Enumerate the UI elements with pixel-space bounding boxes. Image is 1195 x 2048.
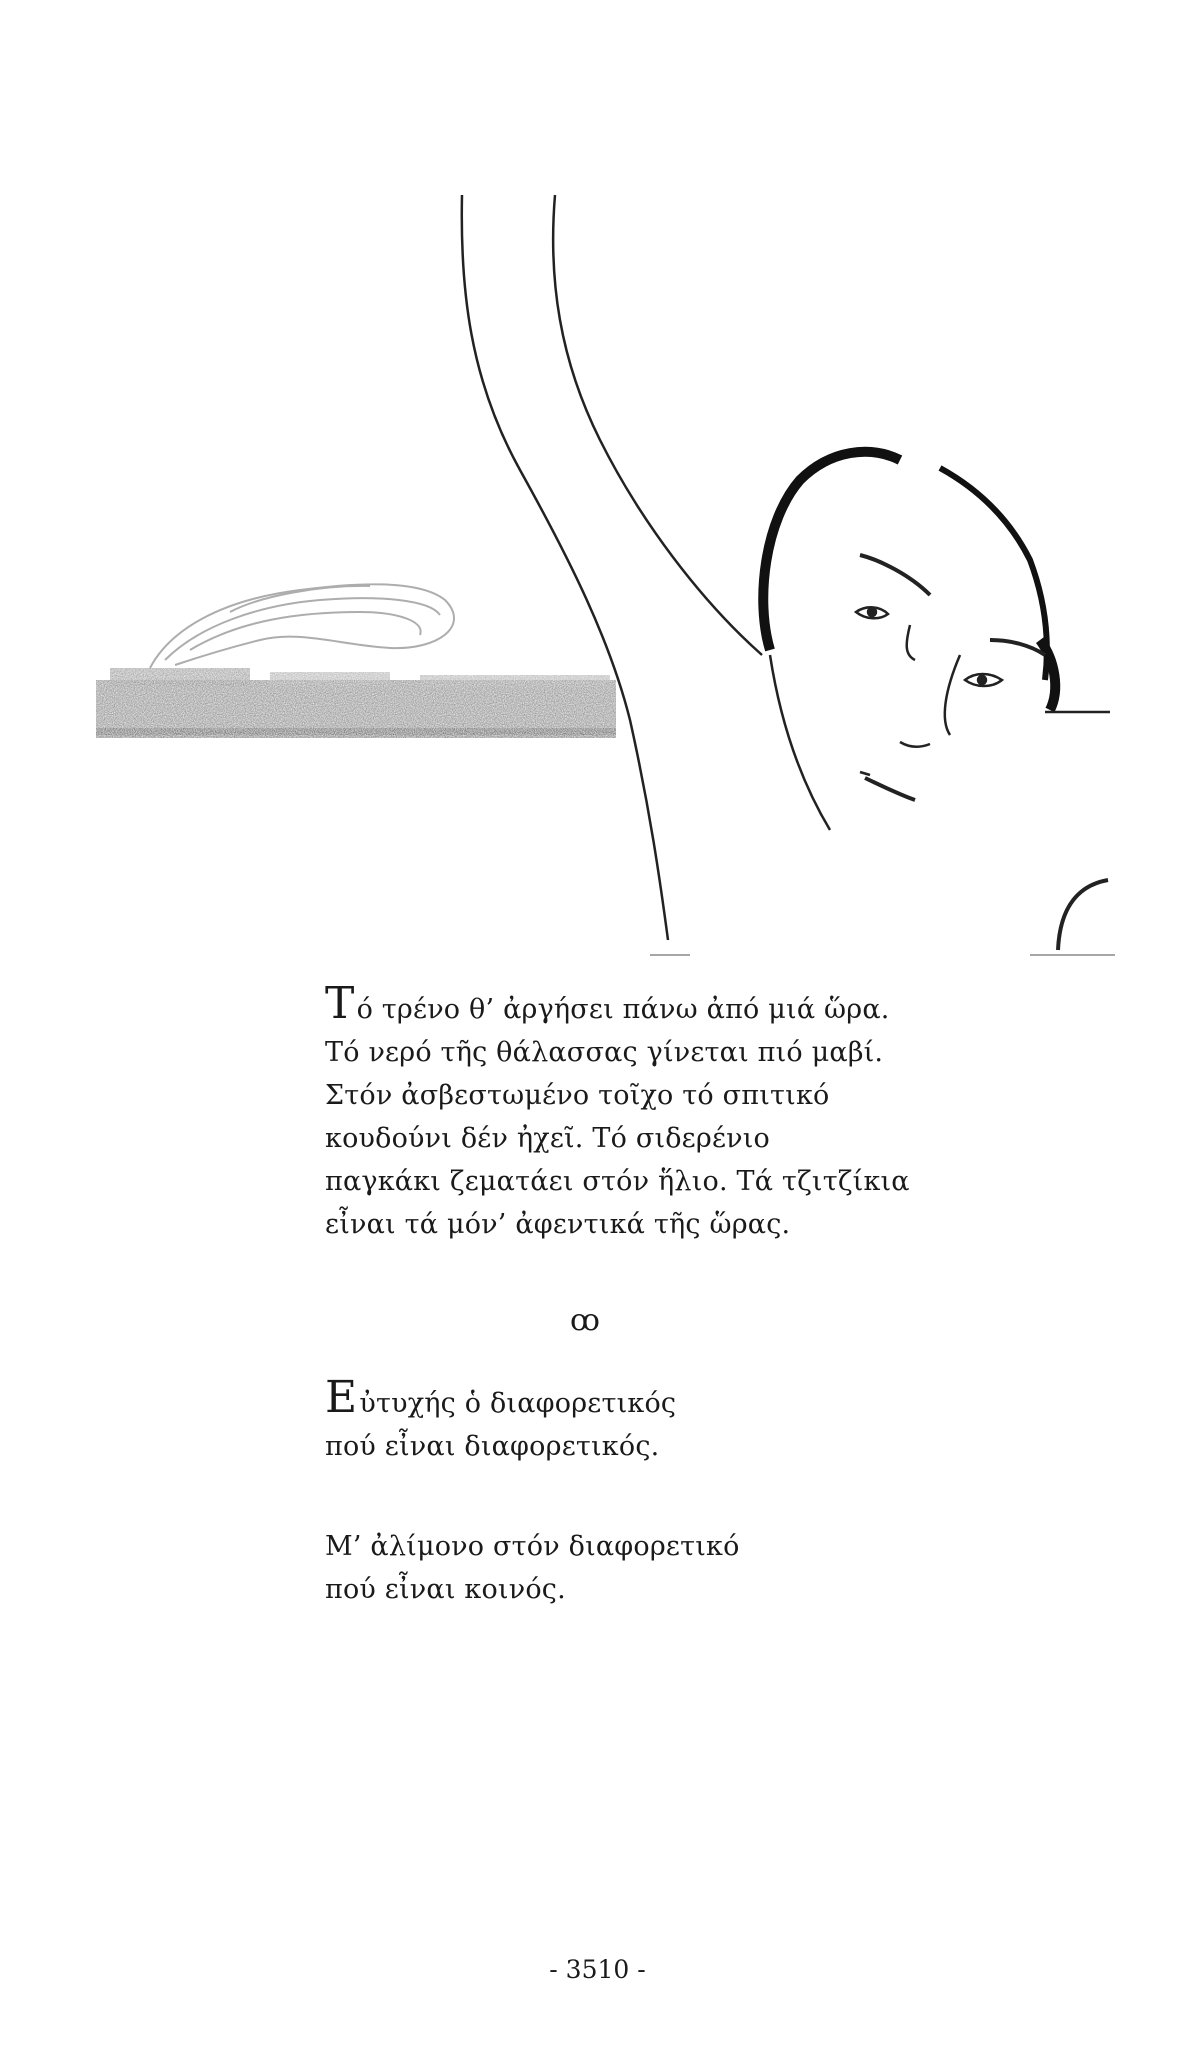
poem-line-text: ὐτυχής ὁ διαφορετικός — [359, 1388, 677, 1419]
face-sketch — [763, 452, 1110, 950]
drop-cap: T — [325, 978, 355, 1029]
poem-line — [325, 1372, 1045, 1425]
poem-line: πού εἶναι διαφορετικός. — [325, 1431, 660, 1462]
poem-stanza-3 — [325, 1525, 1045, 1611]
smoke-sketch — [150, 584, 454, 668]
poem-stanza-1 — [325, 978, 1045, 1246]
poem-line: εἶναι τά μόν’ ἀφεντικά τῆς ὥρας. — [325, 1209, 791, 1240]
poem-line: Μ’ ἀλίμονο στόν διαφορετικό — [325, 1531, 740, 1562]
separator-ornament: ꝏ — [570, 1303, 600, 1338]
poem-line: Στόν ἀσβεστωμένο τοῖχο τό σπιτικό — [325, 1080, 830, 1111]
curtain-sketch — [462, 195, 762, 940]
poem-line: κουδούνι δέν ἠχεῖ. Τό σιδερένιο — [325, 1123, 770, 1154]
poem-line: Τό νερό τῆς θάλασσας γίνεται πιό μαβί. — [325, 1037, 884, 1068]
poem-line: παγκάκι ζεματάει στόν ἥλιο. Τά τζιτζίκια — [325, 1166, 910, 1197]
poem-line — [325, 978, 1045, 1031]
poem-line-text: ό τρένο θ’ ἀργήσει πάνω ἀπό μιά ὥρα. — [356, 994, 890, 1025]
sketch-illustration — [0, 0, 1195, 960]
train-sketch — [96, 668, 616, 738]
drop-cap: E — [325, 1372, 358, 1423]
page-number: - 3510 - — [549, 1955, 646, 1984]
poem-line: πού εἶναι κοινός. — [325, 1574, 566, 1605]
poem-stanza-2 — [325, 1372, 1045, 1468]
